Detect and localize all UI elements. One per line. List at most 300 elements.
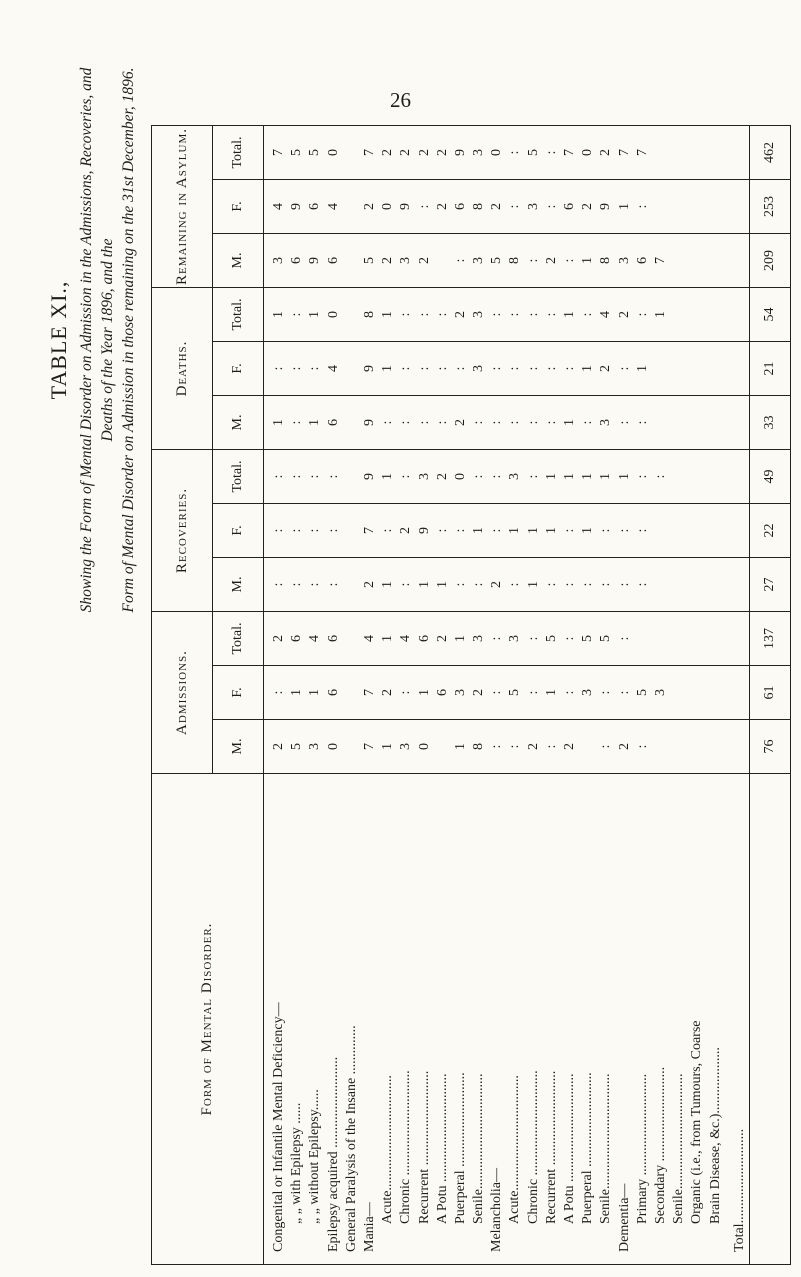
cell-value: : (525, 366, 541, 371)
cell-value: : (543, 312, 559, 317)
cell-value: 4 (271, 203, 286, 210)
cell-value: : (452, 528, 468, 533)
cell-value (343, 234, 361, 287)
cell-value: : (562, 636, 577, 641)
cell-value (343, 126, 361, 179)
cell-value: 1 (416, 581, 432, 588)
cell-value: : (271, 366, 286, 371)
cell-value: 2 (598, 149, 614, 156)
cell-value: 9 (416, 527, 432, 534)
cell-value: : (489, 366, 505, 371)
cell-value: 6 (562, 203, 577, 210)
cell-value: : (634, 474, 650, 479)
cell-value: 1 (307, 419, 323, 426)
cell-value (343, 558, 361, 611)
cell-value: : (398, 690, 414, 695)
cell-value: 2 (434, 203, 450, 210)
cell-value: : (325, 474, 341, 479)
cell-value: 2 (598, 365, 614, 372)
cell-value: 3 (598, 419, 614, 426)
cell-value: 1 (380, 311, 396, 318)
cell-value: 3 (471, 311, 487, 318)
form-row: Chronic .............................. (525, 1070, 541, 1224)
cell-value: 8 (471, 203, 487, 210)
cell-value: : (289, 528, 305, 533)
cell-value: 5 (289, 149, 305, 156)
rem-f-column (264, 180, 750, 234)
rem-total-column (264, 126, 750, 180)
cell-value: 1 (543, 689, 559, 696)
cell-value: 6 (307, 203, 323, 210)
cell-value (670, 720, 688, 773)
cell-value: : (616, 366, 632, 371)
cell-value: 9 (289, 203, 305, 210)
cell-value: : (416, 204, 432, 209)
cell-value: 6 (416, 635, 432, 642)
cell-value (652, 720, 670, 773)
cell-value: : (271, 528, 286, 533)
cell-value: : (398, 366, 414, 371)
cell-value: 6 (325, 635, 341, 642)
cell-value: 8 (471, 743, 487, 750)
cell-value: : (434, 528, 450, 533)
cell-value: 5 (580, 635, 596, 642)
cell-value: : (525, 312, 541, 317)
cell-value: 3 (525, 203, 541, 210)
cell-value: : (398, 312, 414, 317)
cell-value (343, 180, 361, 233)
cell-value: 3 (652, 689, 668, 696)
cell-value: 2 (616, 311, 632, 318)
table-title-block (46, 60, 166, 620)
adm-total-header: Total. (213, 612, 264, 666)
cell-value: 3 (452, 689, 468, 696)
cell-value: : (489, 744, 505, 749)
dth-f-column (264, 342, 750, 396)
cell-value: 1 (616, 203, 632, 210)
cell-value: 7 (652, 257, 668, 264)
cell-value: 2 (434, 473, 450, 480)
form-row: Senile................................. (671, 1073, 687, 1224)
form-row: Chronic .............................. (398, 1070, 414, 1224)
total-value: 137 (749, 612, 790, 666)
cell-value: : (325, 528, 341, 533)
cell-value: 1 (452, 635, 468, 642)
total-value: 76 (749, 720, 790, 774)
cell-value: : (289, 420, 305, 425)
rec-m-header: M. (213, 558, 264, 612)
cell-value: : (380, 528, 396, 533)
cell-value: : (543, 744, 559, 749)
cell-value: 1 (271, 419, 286, 426)
cell-value: 1 (525, 581, 541, 588)
rec-total-header: Total. (213, 450, 264, 504)
total-value: 209 (749, 234, 790, 288)
cell-value: : (507, 366, 523, 371)
cell-value: 9 (598, 203, 614, 210)
cell-value: 1 (580, 257, 596, 264)
cell-value: 2 (416, 149, 432, 156)
cell-value: : (543, 420, 559, 425)
cell-value: : (598, 528, 614, 533)
cell-value: : (562, 528, 577, 533)
cell-value: : (580, 582, 596, 587)
form-row: Recurrent ........................... (416, 1070, 432, 1224)
cell-value: 3 (507, 473, 523, 480)
cell-value: 7 (361, 527, 377, 534)
cell-value (652, 180, 670, 233)
cell-value: 3 (416, 473, 432, 480)
cell-value: : (489, 312, 505, 317)
remaining-header: Remaining in Asylum. (152, 126, 213, 288)
cell-value: 7 (271, 149, 286, 156)
rec-total-column (264, 450, 750, 504)
cell-value: 1 (271, 311, 286, 318)
statistics-table (151, 125, 791, 1265)
cell-value: 6 (289, 257, 305, 264)
cell-value: 5 (307, 149, 323, 156)
cell-value: 2 (271, 743, 286, 750)
cell-value: 5 (543, 635, 559, 642)
cell-value: 1 (380, 743, 396, 750)
form-row: Congenital or Infantile Mental Deficiency— (271, 1002, 286, 1252)
cell-value: 3 (616, 257, 632, 264)
cell-value: : (525, 636, 541, 641)
cell-value (652, 504, 670, 557)
cell-value: : (398, 420, 414, 425)
cell-value: : (398, 474, 414, 479)
cell-value: 3 (398, 257, 414, 264)
cell-value: : (307, 582, 323, 587)
cell-value: 9 (361, 419, 377, 426)
form-row: Melancholia— (489, 1168, 505, 1252)
cell-value: : (562, 366, 577, 371)
form-row-total: Total........................... (731, 1128, 747, 1252)
cell-value: 0 (452, 473, 468, 480)
cell-value: 2 (434, 149, 450, 156)
cell-value (343, 504, 361, 557)
cell-value: : (452, 582, 468, 587)
total-value: 21 (749, 342, 790, 396)
forms-column (264, 774, 750, 1265)
cell-value: : (307, 366, 323, 371)
cell-value: : (507, 204, 523, 209)
cell-value: 1 (471, 527, 487, 534)
cell-value: 7 (361, 743, 377, 750)
cell-value: 1 (307, 311, 323, 318)
cell-value: 2 (380, 689, 396, 696)
form-row: Brain Disease, &c.)................... (707, 1047, 723, 1224)
cell-value: 1 (380, 635, 396, 642)
form-row: Recurrent ........................... (543, 1070, 559, 1224)
cell-value: : (616, 528, 632, 533)
cell-value: 6 (434, 689, 450, 696)
cell-value (343, 396, 361, 449)
cell-value: 4 (361, 635, 377, 642)
admissions-header: Admissions. (152, 612, 213, 774)
rem-total-header: Total. (213, 126, 264, 180)
adm-f-header: F. (213, 666, 264, 720)
cell-value: : (598, 582, 614, 587)
form-row: Acute................................. (507, 1075, 523, 1224)
cell-value: 2 (489, 581, 505, 588)
caption-line-1: Showing the Form of Mental Disorder on Admission in the Admissions, Recoveries, and Deaths of the Year 1896, and the (78, 67, 116, 613)
cell-value: 0 (380, 203, 396, 210)
form-row: Puerperal ........................... (580, 1072, 596, 1224)
cell-value: 4 (325, 203, 341, 210)
total-value: 462 (749, 126, 790, 180)
cell-value: 2 (361, 203, 377, 210)
cell-value (434, 720, 452, 773)
cell-value: 0 (489, 149, 505, 156)
cell-value: : (271, 582, 286, 587)
statistics-table-container (151, 125, 781, 1265)
cell-value: : (471, 420, 487, 425)
cell-value: : (380, 420, 396, 425)
cell-value: 1 (307, 689, 323, 696)
cell-value: : (634, 744, 650, 749)
cell-value: : (543, 150, 559, 155)
cell-value: : (562, 258, 577, 263)
cell-value: 1 (416, 689, 432, 696)
cell-value: : (598, 690, 614, 695)
cell-value (579, 720, 597, 773)
cell-value: 9 (452, 149, 468, 156)
cell-value: 5 (507, 689, 523, 696)
deaths-header: Deaths. (152, 288, 213, 450)
cell-value: 9 (361, 473, 377, 480)
form-row: Puerperal ........................... (452, 1072, 468, 1224)
form-row: Secondary ........................... (652, 1066, 668, 1224)
cell-value: 2 (361, 581, 377, 588)
cell-value: 3 (471, 257, 487, 264)
form-row: Senile................................. (598, 1073, 614, 1224)
cell-value: 2 (416, 257, 432, 264)
cell-value: : (507, 312, 523, 317)
cell-value (343, 612, 361, 665)
cell-value: 5 (289, 743, 305, 750)
form-row: General Paralysis of the Insane .............. (343, 1025, 359, 1252)
cell-value: : (471, 582, 487, 587)
cell-value: 1 (525, 527, 541, 534)
cell-value: 2 (398, 527, 414, 534)
cell-value: 8 (598, 257, 614, 264)
cell-value: 4 (398, 635, 414, 642)
cell-value: 3 (580, 689, 596, 696)
total-value: 27 (749, 558, 790, 612)
table-label: TABLE XI., (46, 280, 71, 400)
cell-value: : (543, 366, 559, 371)
cell-value: : (543, 204, 559, 209)
cell-value: : (416, 312, 432, 317)
cell-value: 1 (289, 689, 305, 696)
cell-value: 3 (398, 743, 414, 750)
cell-value: 1 (562, 311, 577, 318)
form-row: Epilepsy acquired .......................... (325, 1056, 341, 1252)
cell-value: : (452, 366, 468, 371)
cell-value: 1 (580, 473, 596, 480)
adm-f-column (264, 666, 750, 720)
total-value: 22 (749, 504, 790, 558)
cell-value: 2 (562, 743, 577, 750)
cell-value: 1 (562, 419, 577, 426)
cell-value (670, 666, 688, 719)
cell-value: : (616, 420, 632, 425)
total-value: 49 (749, 450, 790, 504)
cell-value: : (452, 258, 468, 263)
cell-value: 4 (598, 311, 614, 318)
cell-value: : (634, 312, 650, 317)
cell-value: 9 (398, 203, 414, 210)
adm-m-header: M. (213, 720, 264, 774)
cell-value: 9 (361, 365, 377, 372)
cell-value (652, 126, 670, 179)
cell-value: 5 (598, 635, 614, 642)
cell-value: : (489, 420, 505, 425)
cell-value: 1 (380, 473, 396, 480)
cell-value: : (507, 582, 523, 587)
cell-value: : (289, 312, 305, 317)
cell-value: : (616, 690, 632, 695)
cell-value: 8 (361, 311, 377, 318)
cell-value: : (543, 582, 559, 587)
cell-value: : (634, 528, 650, 533)
cell-value (343, 450, 361, 503)
total-value: 253 (749, 180, 790, 234)
form-row: Dementia— (616, 1183, 632, 1252)
cell-value: : (289, 366, 305, 371)
cell-value: 7 (634, 149, 650, 156)
form-row: Primary ............................. (634, 1073, 650, 1224)
cell-value: 1 (562, 473, 577, 480)
cell-value: 2 (434, 635, 450, 642)
cell-value: : (307, 528, 323, 533)
cell-value: : (507, 150, 523, 155)
cell-value: 3 (507, 635, 523, 642)
cell-value: 3 (471, 365, 487, 372)
rec-f-column (264, 504, 750, 558)
cell-value: 2 (580, 203, 596, 210)
cell-value: 1 (380, 365, 396, 372)
cell-value: 4 (307, 635, 323, 642)
cell-value: : (580, 420, 596, 425)
rec-m-column (264, 558, 750, 612)
form-row: A Potu ............................... (434, 1073, 450, 1224)
cell-value: 1 (543, 473, 559, 480)
cell-value: : (271, 474, 286, 479)
cell-value: 2 (452, 419, 468, 426)
cell-value: : (289, 582, 305, 587)
cell-value: 1 (634, 365, 650, 372)
cell-value: : (525, 258, 541, 263)
rem-f-header: F. (213, 180, 264, 234)
cell-value: : (489, 636, 505, 641)
cell-value: 3 (271, 257, 286, 264)
rem-m-header: M. (213, 234, 264, 288)
cell-value: 1 (598, 473, 614, 480)
cell-value: : (652, 474, 668, 479)
cell-value (343, 666, 361, 719)
cell-value: 6 (634, 257, 650, 264)
cell-value: 9 (307, 257, 323, 264)
cell-value: : (525, 420, 541, 425)
cell-value: : (507, 420, 523, 425)
cell-value (434, 234, 452, 287)
cell-value: : (325, 582, 341, 587)
cell-value: : (471, 474, 487, 479)
cell-value: : (562, 690, 577, 695)
cell-value: : (634, 582, 650, 587)
cell-value: 5 (361, 257, 377, 264)
cell-value: : (580, 312, 596, 317)
cell-value: 2 (398, 149, 414, 156)
caption-line-2: Form of Mental Disorder on Admission in those remaining on the 31st December, 1896. (120, 67, 137, 613)
cell-value: 1 (652, 311, 668, 318)
cell-value: 1 (580, 527, 596, 534)
cell-value: : (489, 690, 505, 695)
cell-value: : (634, 204, 650, 209)
cell-value: : (307, 474, 323, 479)
adm-m-column (264, 720, 750, 774)
cell-value: : (562, 582, 577, 587)
recoveries-header: Recoveries. (152, 450, 213, 612)
total-value: 33 (749, 396, 790, 450)
cell-value: 3 (471, 635, 487, 642)
cell-value: : (398, 582, 414, 587)
cell-value: 3 (471, 149, 487, 156)
cell-value: 2 (380, 149, 396, 156)
cell-value: : (489, 474, 505, 479)
cell-value: 6 (452, 203, 468, 210)
total-value: 61 (749, 666, 790, 720)
cell-value: 7 (616, 149, 632, 156)
cell-value: : (271, 690, 286, 695)
cell-value: 5 (525, 149, 541, 156)
form-row: Organic (i.e., from Tumours, Coarse (689, 1020, 705, 1224)
form-row: Senile................................. (471, 1073, 487, 1224)
cell-value: : (616, 636, 632, 641)
cell-value: 2 (271, 635, 286, 642)
cell-value (343, 288, 361, 341)
cell-value (343, 720, 361, 773)
dth-total-header: Total. (213, 288, 264, 342)
cell-value: : (434, 366, 450, 371)
cell-value: : (289, 474, 305, 479)
cell-value: 5 (634, 689, 650, 696)
cell-value: 0 (325, 743, 341, 750)
totals-label-cell (749, 774, 790, 1265)
cell-value (634, 612, 652, 665)
cell-value: 1 (380, 581, 396, 588)
cell-value: 2 (543, 257, 559, 264)
cell-value: 2 (525, 743, 541, 750)
cell-value (652, 342, 670, 395)
cell-value: : (434, 312, 450, 317)
cell-value: 0 (325, 149, 341, 156)
cell-value: : (434, 420, 450, 425)
cell-value: 1 (580, 365, 596, 372)
dth-m-column (264, 396, 750, 450)
cell-value: 8 (507, 257, 523, 264)
cell-value: : (416, 366, 432, 371)
total-value: 54 (749, 288, 790, 342)
cell-value: 1 (507, 527, 523, 534)
form-header: Form of Mental Disorder. (152, 774, 264, 1265)
cell-value: : (416, 420, 432, 425)
cell-value: : (525, 690, 541, 695)
rem-m-column (264, 234, 750, 288)
cell-value: 3 (307, 743, 323, 750)
